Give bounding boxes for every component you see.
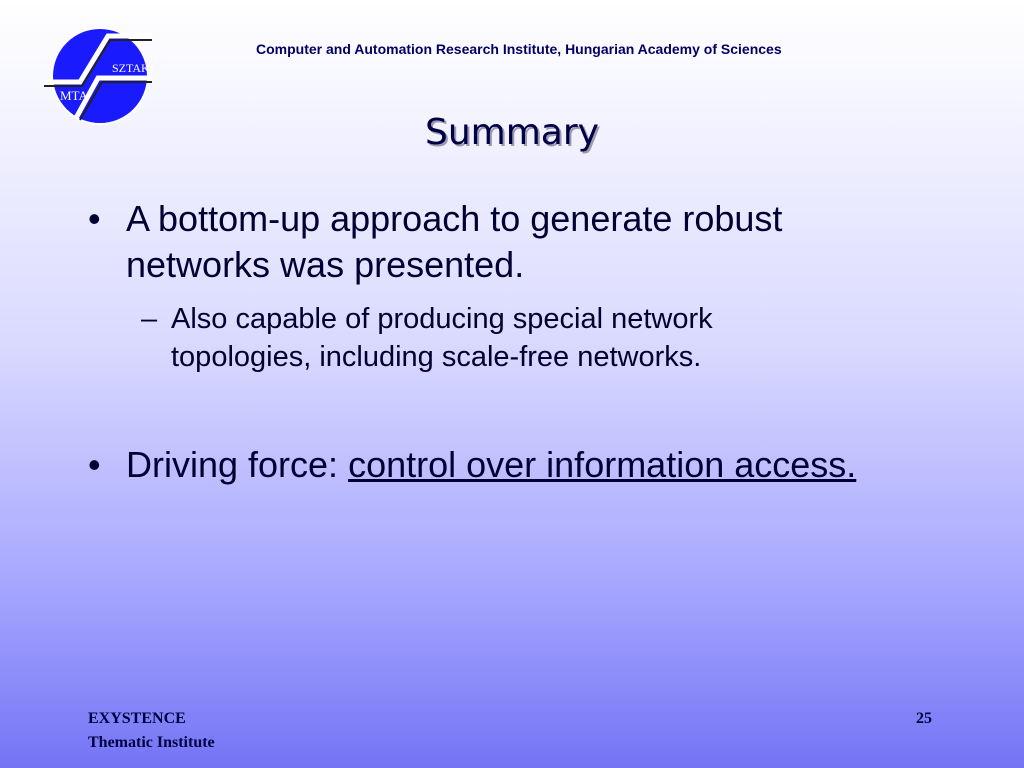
bullet-dot: • (88, 444, 101, 485)
footer-line-1: EXYSTENCE (88, 710, 186, 727)
sub-bullet-text-1: Also capable of producing special network topologies, including scale-free networks. (171, 303, 713, 373)
bullet-text-2 (126, 442, 856, 488)
slide-title: Summary (425, 112, 599, 153)
logo-right-text: SZTAKI (112, 61, 154, 75)
bullet-text-1: A bottom-up approach to generate robust networks was presented. (126, 198, 783, 285)
bullet-prefix: Driving force: (126, 444, 349, 485)
logo-left-text: MTA (60, 88, 88, 103)
institute-header: Computer and Automation Research Institute, Hungarian Academy of Sciences (256, 41, 782, 57)
sub-bullet-dash: – (141, 303, 158, 335)
footer-institute (88, 707, 215, 755)
emphasis-link[interactable]: control over information access. (348, 444, 857, 485)
page-number: 25 (916, 710, 932, 727)
bullet-dot: • (88, 198, 101, 239)
footer-line-2: Thematic Institute (88, 734, 215, 751)
